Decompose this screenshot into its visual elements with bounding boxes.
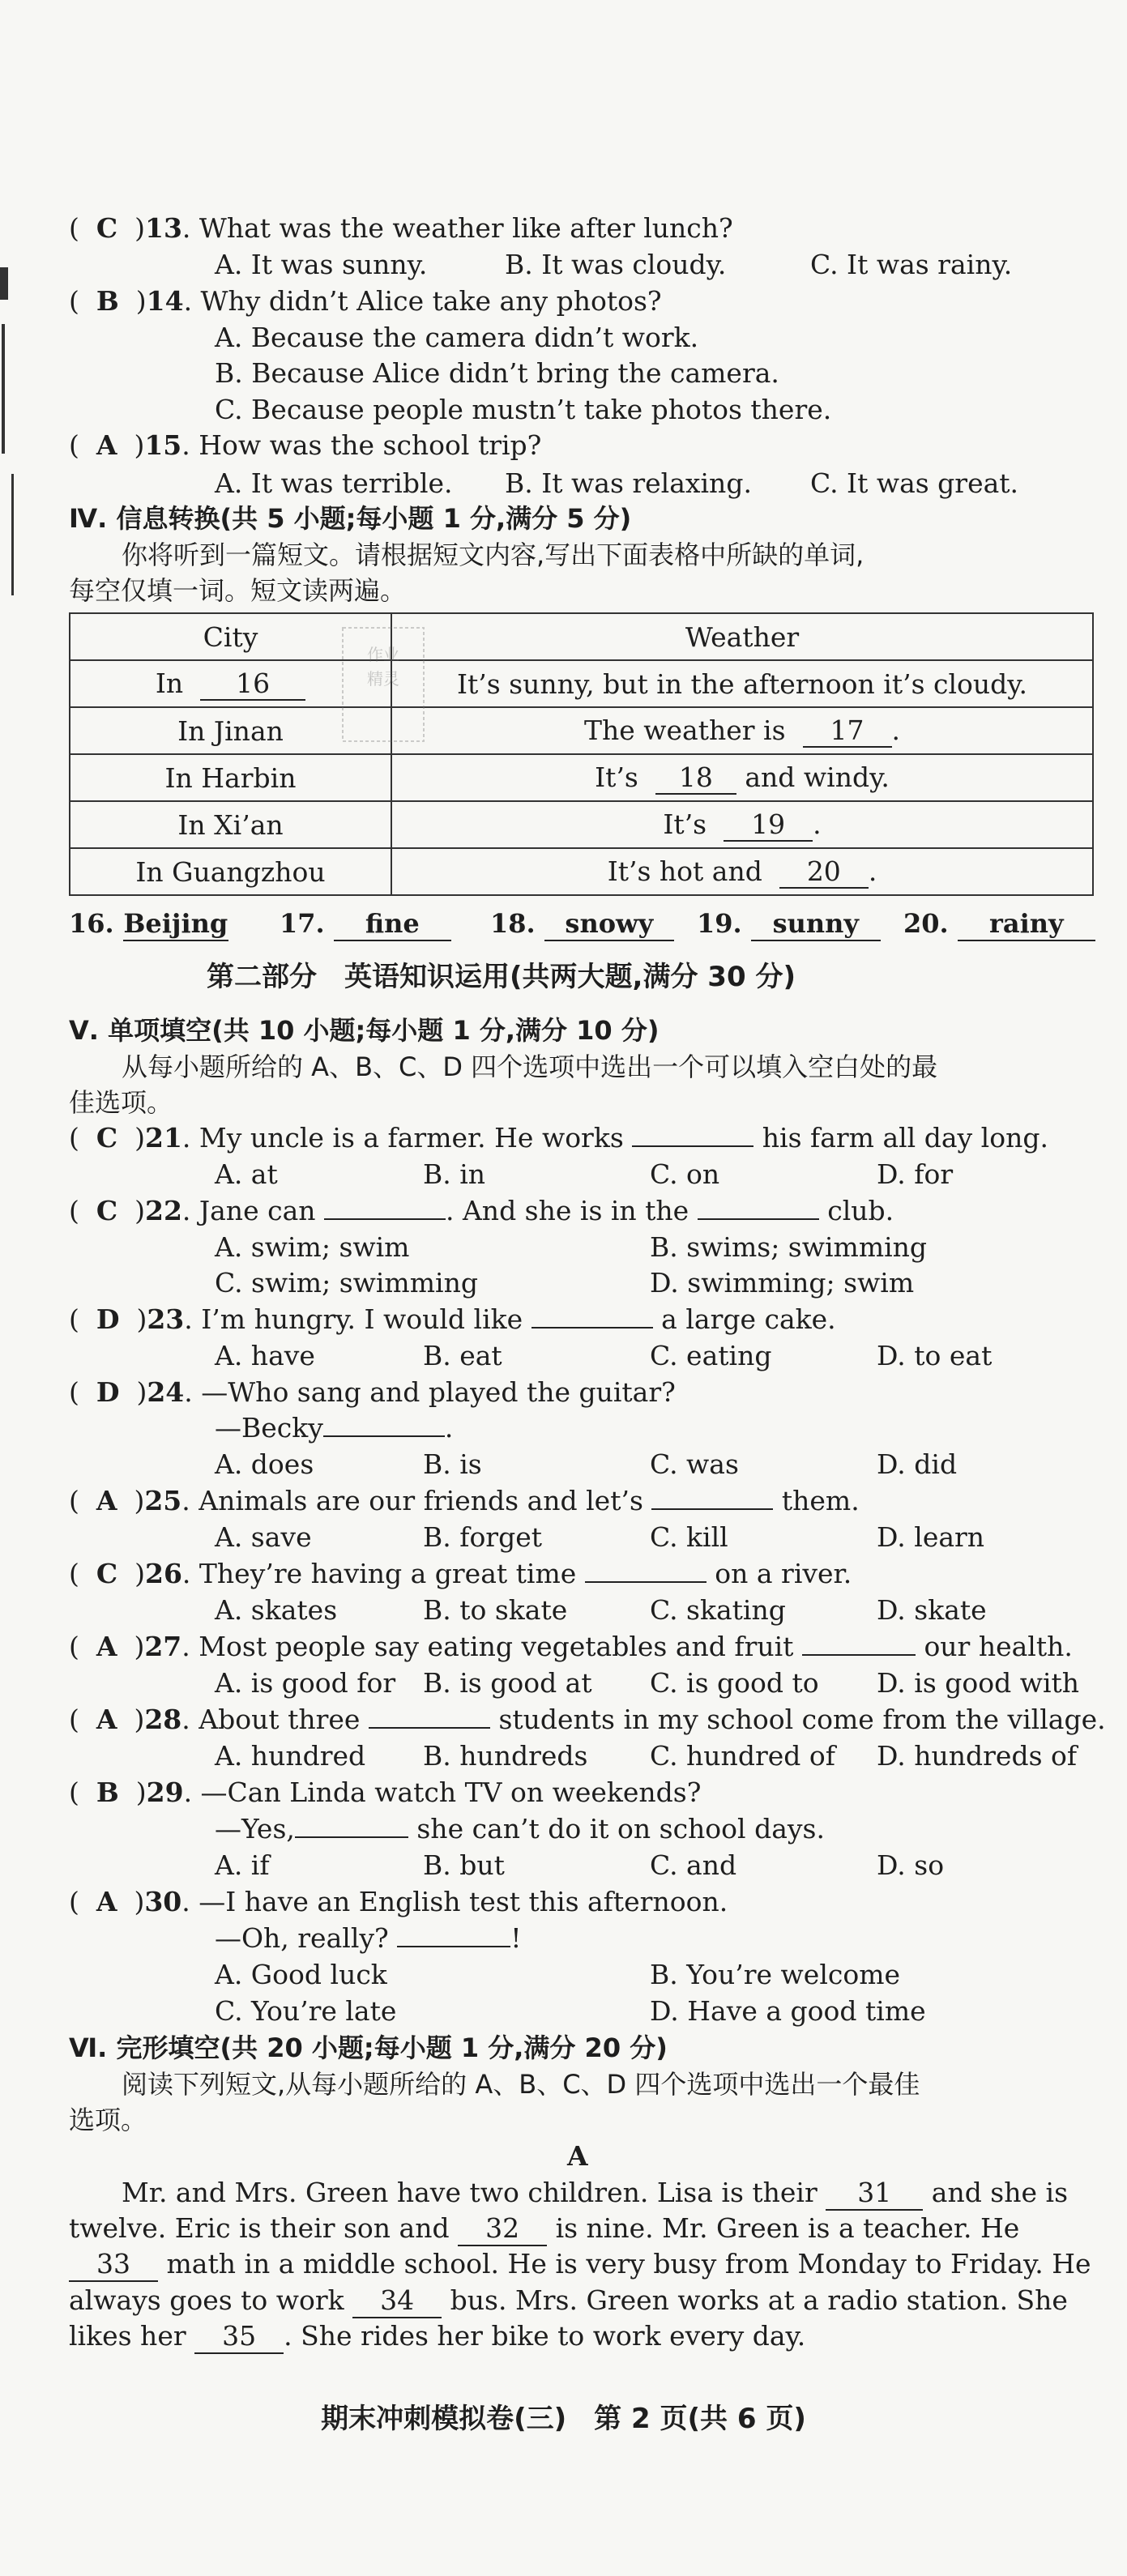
option: D. Have a good time [650, 1995, 926, 2027]
passage-line-1 [122, 2177, 1068, 2211]
table-row [70, 660, 1093, 707]
passage-text: twelve. Eric is their son and [69, 2212, 450, 2244]
option: B. You’re welcome [650, 1959, 901, 1990]
passage-text: is nine. Mr. Green is a teacher. He [555, 2212, 1020, 2244]
question-stem: I’m hungry. I would like [201, 1303, 523, 1335]
option: C. You’re late [215, 1995, 397, 2027]
answer-word: Beijing [123, 907, 228, 941]
answer-letter: C [96, 212, 118, 244]
option: C. and [650, 1849, 737, 1881]
question-30: ( A )30. —I have an English test this afternoon. [69, 1886, 728, 1917]
question-27: ( A )27. Most people say eating vegetables and fruit our health. [69, 1631, 1073, 1662]
weather-text: . [891, 714, 900, 746]
question-number: 29 [146, 1776, 184, 1808]
blank: 35 [194, 2320, 284, 2354]
answer-letter: A [96, 1631, 117, 1662]
question-stem: How was the school trip? [199, 429, 542, 461]
option: B. forget [423, 1521, 543, 1553]
answer-17 [280, 907, 451, 941]
answer-word: snowy [544, 907, 674, 941]
table-cell: In Harbin [70, 754, 391, 801]
stamp-watermark-icon [339, 624, 428, 745]
blank [397, 1946, 510, 1947]
question-stem: Animals are our friends and let’s [199, 1485, 643, 1516]
answer-letter: A [96, 1886, 117, 1917]
table-row [70, 801, 1093, 848]
section-4-instruction: 每空仅填一词。短文读两遍。 [69, 575, 407, 606]
answer-word: rainy [958, 907, 1095, 941]
option: A. is good for [215, 1667, 396, 1699]
section-5-title: Ⅴ. 单项填空(共 10 小题;每小题 1 分,满分 10 分) [69, 1015, 660, 1046]
answer-number: 20. [903, 908, 949, 939]
blank [651, 1508, 773, 1510]
option: D. did [877, 1448, 958, 1480]
weather-text: It’s hot and [607, 855, 762, 887]
section-6-title: Ⅵ. 完形填空(共 20 小题;每小题 1 分,满分 20 分) [69, 2032, 668, 2063]
question-30-line2 [215, 1922, 521, 1955]
question-stem: students in my school come from the village. [498, 1704, 1106, 1735]
answer-letter: C [96, 1195, 118, 1226]
passage-line-2 [69, 2212, 1019, 2246]
table-cell [391, 707, 1093, 754]
option: B. swims; swimming [650, 1231, 928, 1263]
answer-letter: D [96, 1376, 120, 1408]
question-stem: Why didn’t Alice take any photos? [200, 285, 662, 317]
question-stem: —Becky [215, 1412, 323, 1444]
option: A. does [215, 1448, 314, 1480]
part-2-title: 第二部分 英语知识运用(共两大题,满分 30 分) [207, 961, 796, 993]
weather-text: It’s [595, 761, 638, 793]
option: C. Because people mustn’t take photos there. [215, 394, 832, 425]
blank [323, 1435, 445, 1437]
answer-letter: C [96, 1558, 118, 1589]
option: A. It was sunny. [215, 249, 428, 280]
passage-text: and she is [931, 2177, 1069, 2208]
answer-letter: A [96, 429, 117, 461]
option: C. kill [650, 1521, 728, 1553]
blank [369, 1727, 490, 1729]
section-4-title: Ⅳ. 信息转换(共 5 小题;每小题 1 分,满分 5 分) [69, 503, 632, 534]
option: C. on [650, 1158, 720, 1190]
option: B. is [423, 1448, 482, 1480]
page-footer: 期末冲刺模拟卷(三) 第 2 页(共 6 页) [321, 2403, 806, 2435]
section-6-instruction: 阅读下列短文,从每小题所给的 A、B、C、D 四个选项中选出一个最佳 [122, 2069, 920, 2100]
passage-line-5 [69, 2320, 805, 2354]
option: B. It was relaxing. [505, 467, 752, 499]
option: D. to eat [877, 1340, 993, 1371]
table-cell [391, 754, 1093, 801]
blank: 34 [352, 2284, 442, 2318]
question-24: ( D )24. —Who sang and played the guitar? [69, 1376, 676, 1408]
question-14: ( B )14. Why didn’t Alice take any photos? [69, 285, 662, 317]
question-stem: them. [781, 1485, 860, 1516]
passage-text: likes her [69, 2320, 186, 2352]
option: C. hundred of [650, 1740, 835, 1772]
table-row [70, 754, 1093, 801]
option: C. It was great. [810, 467, 1019, 499]
option: B. in [423, 1158, 486, 1190]
option: D. for [877, 1158, 954, 1190]
table-row [70, 848, 1093, 895]
blank: 33 [69, 2248, 158, 2282]
question-stem: About three [199, 1704, 361, 1735]
option: D. is good with [877, 1667, 1080, 1699]
passage-line-4 [69, 2284, 1068, 2318]
question-23: ( D )23. I’m hungry. I would like a large cake. [69, 1303, 836, 1335]
blank [531, 1327, 653, 1329]
table-cell: In Jinan [70, 707, 391, 754]
option: B. but [423, 1849, 505, 1881]
weather-table [69, 612, 1094, 896]
blank: 32 [458, 2212, 547, 2246]
weather-text: The weather is [583, 714, 786, 746]
weather-text: . [868, 855, 877, 887]
blank: 17 [803, 714, 892, 748]
question-stem: . [444, 1412, 454, 1444]
blank [802, 1654, 916, 1656]
question-stem: ! [510, 1922, 522, 1954]
answer-letter: A [96, 1485, 117, 1516]
table-cell: It’s sunny, but in the afternoon it’s cloudy. [391, 660, 1093, 707]
question-stem: club. [827, 1195, 894, 1226]
option: C. eating [650, 1340, 772, 1371]
option: A. save [215, 1521, 312, 1553]
answer-word: fine [334, 907, 451, 941]
city-text: In [155, 667, 184, 699]
option: C. It was rainy. [810, 249, 1013, 280]
blank: 20 [779, 855, 869, 889]
question-stem: Most people say eating vegetables and fruit [199, 1631, 794, 1662]
question-stem: My uncle is a farmer. He works [199, 1122, 624, 1154]
question-24-line2 [215, 1412, 453, 1444]
answer-letter: A [96, 1704, 117, 1735]
question-22: ( C )22. Jane can . And she is in the club. [69, 1195, 894, 1226]
option: D. swimming; swim [650, 1267, 915, 1299]
answer-letter: B [96, 1776, 119, 1808]
question-stem: his farm all day long. [762, 1122, 1048, 1154]
question-29-line2 [215, 1813, 825, 1845]
answer-number: 16. [69, 908, 114, 939]
question-number: 15 [144, 429, 182, 461]
question-stem: —Yes, [215, 1813, 295, 1845]
passage-heading: A [567, 2140, 588, 2172]
table-header-row [70, 613, 1093, 660]
question-15: ( A )15. How was the school trip? [69, 429, 542, 461]
question-number: 24 [147, 1376, 185, 1408]
option: C. skating [650, 1594, 786, 1626]
answer-number: 18. [490, 908, 536, 939]
question-number: 21 [144, 1122, 182, 1154]
option: C. is good to [650, 1667, 819, 1699]
question-stem: Jane can [199, 1195, 316, 1226]
weather-text: It’s [663, 808, 707, 840]
answer-letter: D [96, 1303, 120, 1335]
question-number: 25 [144, 1485, 182, 1516]
table-header: Weather [391, 613, 1093, 660]
table-cell: In Xi’an [70, 801, 391, 848]
stamp-text: 精灵 [367, 669, 399, 689]
binding-edge-mark [0, 267, 8, 300]
question-stem: a large cake. [661, 1303, 836, 1335]
passage-text: bus. Mrs. Green works at a radio station. She [450, 2284, 1068, 2316]
option: B. to skate [423, 1594, 568, 1626]
question-number: 27 [144, 1631, 182, 1662]
table-cell [391, 848, 1093, 895]
option: A. It was terrible. [215, 467, 453, 499]
option: D. so [877, 1849, 945, 1881]
question-number: 23 [147, 1303, 185, 1335]
binding-edge-mark [11, 474, 14, 595]
option: A. skates [215, 1594, 338, 1626]
answer-number: 17. [280, 908, 325, 939]
blank [295, 1836, 408, 1838]
blank [632, 1145, 753, 1147]
option: D. hundreds of [877, 1740, 1078, 1772]
option: D. skate [877, 1594, 987, 1626]
question-stem: —Who sang and played the guitar? [201, 1376, 676, 1408]
blank: 31 [826, 2177, 923, 2211]
question-number: 26 [144, 1558, 182, 1589]
answer-16 [69, 907, 228, 941]
option: A. Good luck [215, 1959, 387, 1990]
passage-line-3 [69, 2248, 1091, 2282]
weather-text: and windy. [745, 761, 890, 793]
question-stem: —Can Linda watch TV on weekends? [200, 1776, 702, 1808]
section-5-instruction: 从每小题所给的 A、B、C、D 四个选项中选出一个可以填入空白处的最 [122, 1051, 938, 1082]
table-cell [391, 801, 1093, 848]
passage-text: . She rides her bike to work every day. [284, 2320, 806, 2352]
option: B. is good at [423, 1667, 592, 1699]
section-5-instruction: 佳选项。 [69, 1087, 173, 1118]
question-stem: on a river. [715, 1558, 852, 1589]
blank [585, 1581, 707, 1583]
question-21: ( C )21. My uncle is a farmer. He works his farm all day long. [69, 1122, 1048, 1154]
question-stem: —Oh, really? [215, 1922, 389, 1954]
question-number: 13 [144, 212, 182, 244]
question-13: ( C )13. What was the weather like after lunch? [69, 212, 733, 244]
option: C. was [650, 1448, 739, 1480]
question-29: ( B )29. —Can Linda watch TV on weekends? [69, 1776, 702, 1808]
passage-text: always goes to work [69, 2284, 344, 2316]
answer-20 [903, 907, 1095, 941]
table-header: City [70, 613, 391, 660]
option: D. learn [877, 1521, 985, 1553]
stamp-text: 作业 [367, 645, 399, 664]
blank: 19 [724, 808, 813, 842]
question-stem: our health. [924, 1631, 1073, 1662]
question-stem: What was the weather like after lunch? [199, 212, 733, 244]
question-stem: They’re having a great time [199, 1558, 577, 1589]
option: B. hundreds [423, 1740, 588, 1772]
question-stem: . And she is in the [446, 1195, 689, 1226]
answer-number: 19. [697, 908, 742, 939]
question-stem: she can’t do it on school days. [416, 1813, 825, 1845]
question-28: ( A )28. About three students in my school come from the village. [69, 1704, 1106, 1735]
answer-letter: B [96, 285, 119, 317]
question-number: 30 [144, 1886, 182, 1917]
binding-edge-mark [2, 324, 5, 454]
question-25: ( A )25. Animals are our friends and let’s them. [69, 1485, 860, 1516]
answer-19 [697, 907, 881, 941]
option: A. have [215, 1340, 315, 1371]
question-stem: —I have an English test this afternoon. [199, 1886, 728, 1917]
answer-letter: C [96, 1122, 118, 1154]
answer-word: sunny [751, 907, 881, 941]
option: B. Because Alice didn’t bring the camera. [215, 357, 779, 389]
option: B. eat [423, 1340, 502, 1371]
blank: 16 [200, 667, 305, 701]
weather-text: . [813, 808, 822, 840]
option: A. if [215, 1849, 270, 1881]
table-row [70, 707, 1093, 754]
question-number: 22 [144, 1195, 182, 1226]
option: A. Because the camera didn’t work. [215, 322, 699, 353]
question-26: ( C )26. They’re having a great time on a river. [69, 1558, 852, 1589]
option: B. It was cloudy. [505, 249, 727, 280]
option: C. swim; swimming [215, 1267, 478, 1299]
answer-18 [490, 907, 674, 941]
table-cell: In Guangzhou [70, 848, 391, 895]
option: A. at [215, 1158, 278, 1190]
passage-text: math in a middle school. He is very busy from Monday to Friday. He [166, 2248, 1091, 2280]
section-6-instruction: 选项。 [69, 2105, 147, 2135]
section-4-instruction: 你将听到一篇短文。请根据短文内容,写出下面表格中所缺的单词, [122, 540, 864, 570]
blank: 18 [655, 761, 736, 795]
blank [698, 1218, 819, 1220]
blank [324, 1218, 446, 1220]
question-number: 28 [144, 1704, 182, 1735]
option: A. hundred [215, 1740, 366, 1772]
passage-text: Mr. and Mrs. Green have two children. Lisa is their [122, 2177, 818, 2208]
question-number: 14 [146, 285, 184, 317]
option: A. swim; swim [215, 1231, 410, 1263]
